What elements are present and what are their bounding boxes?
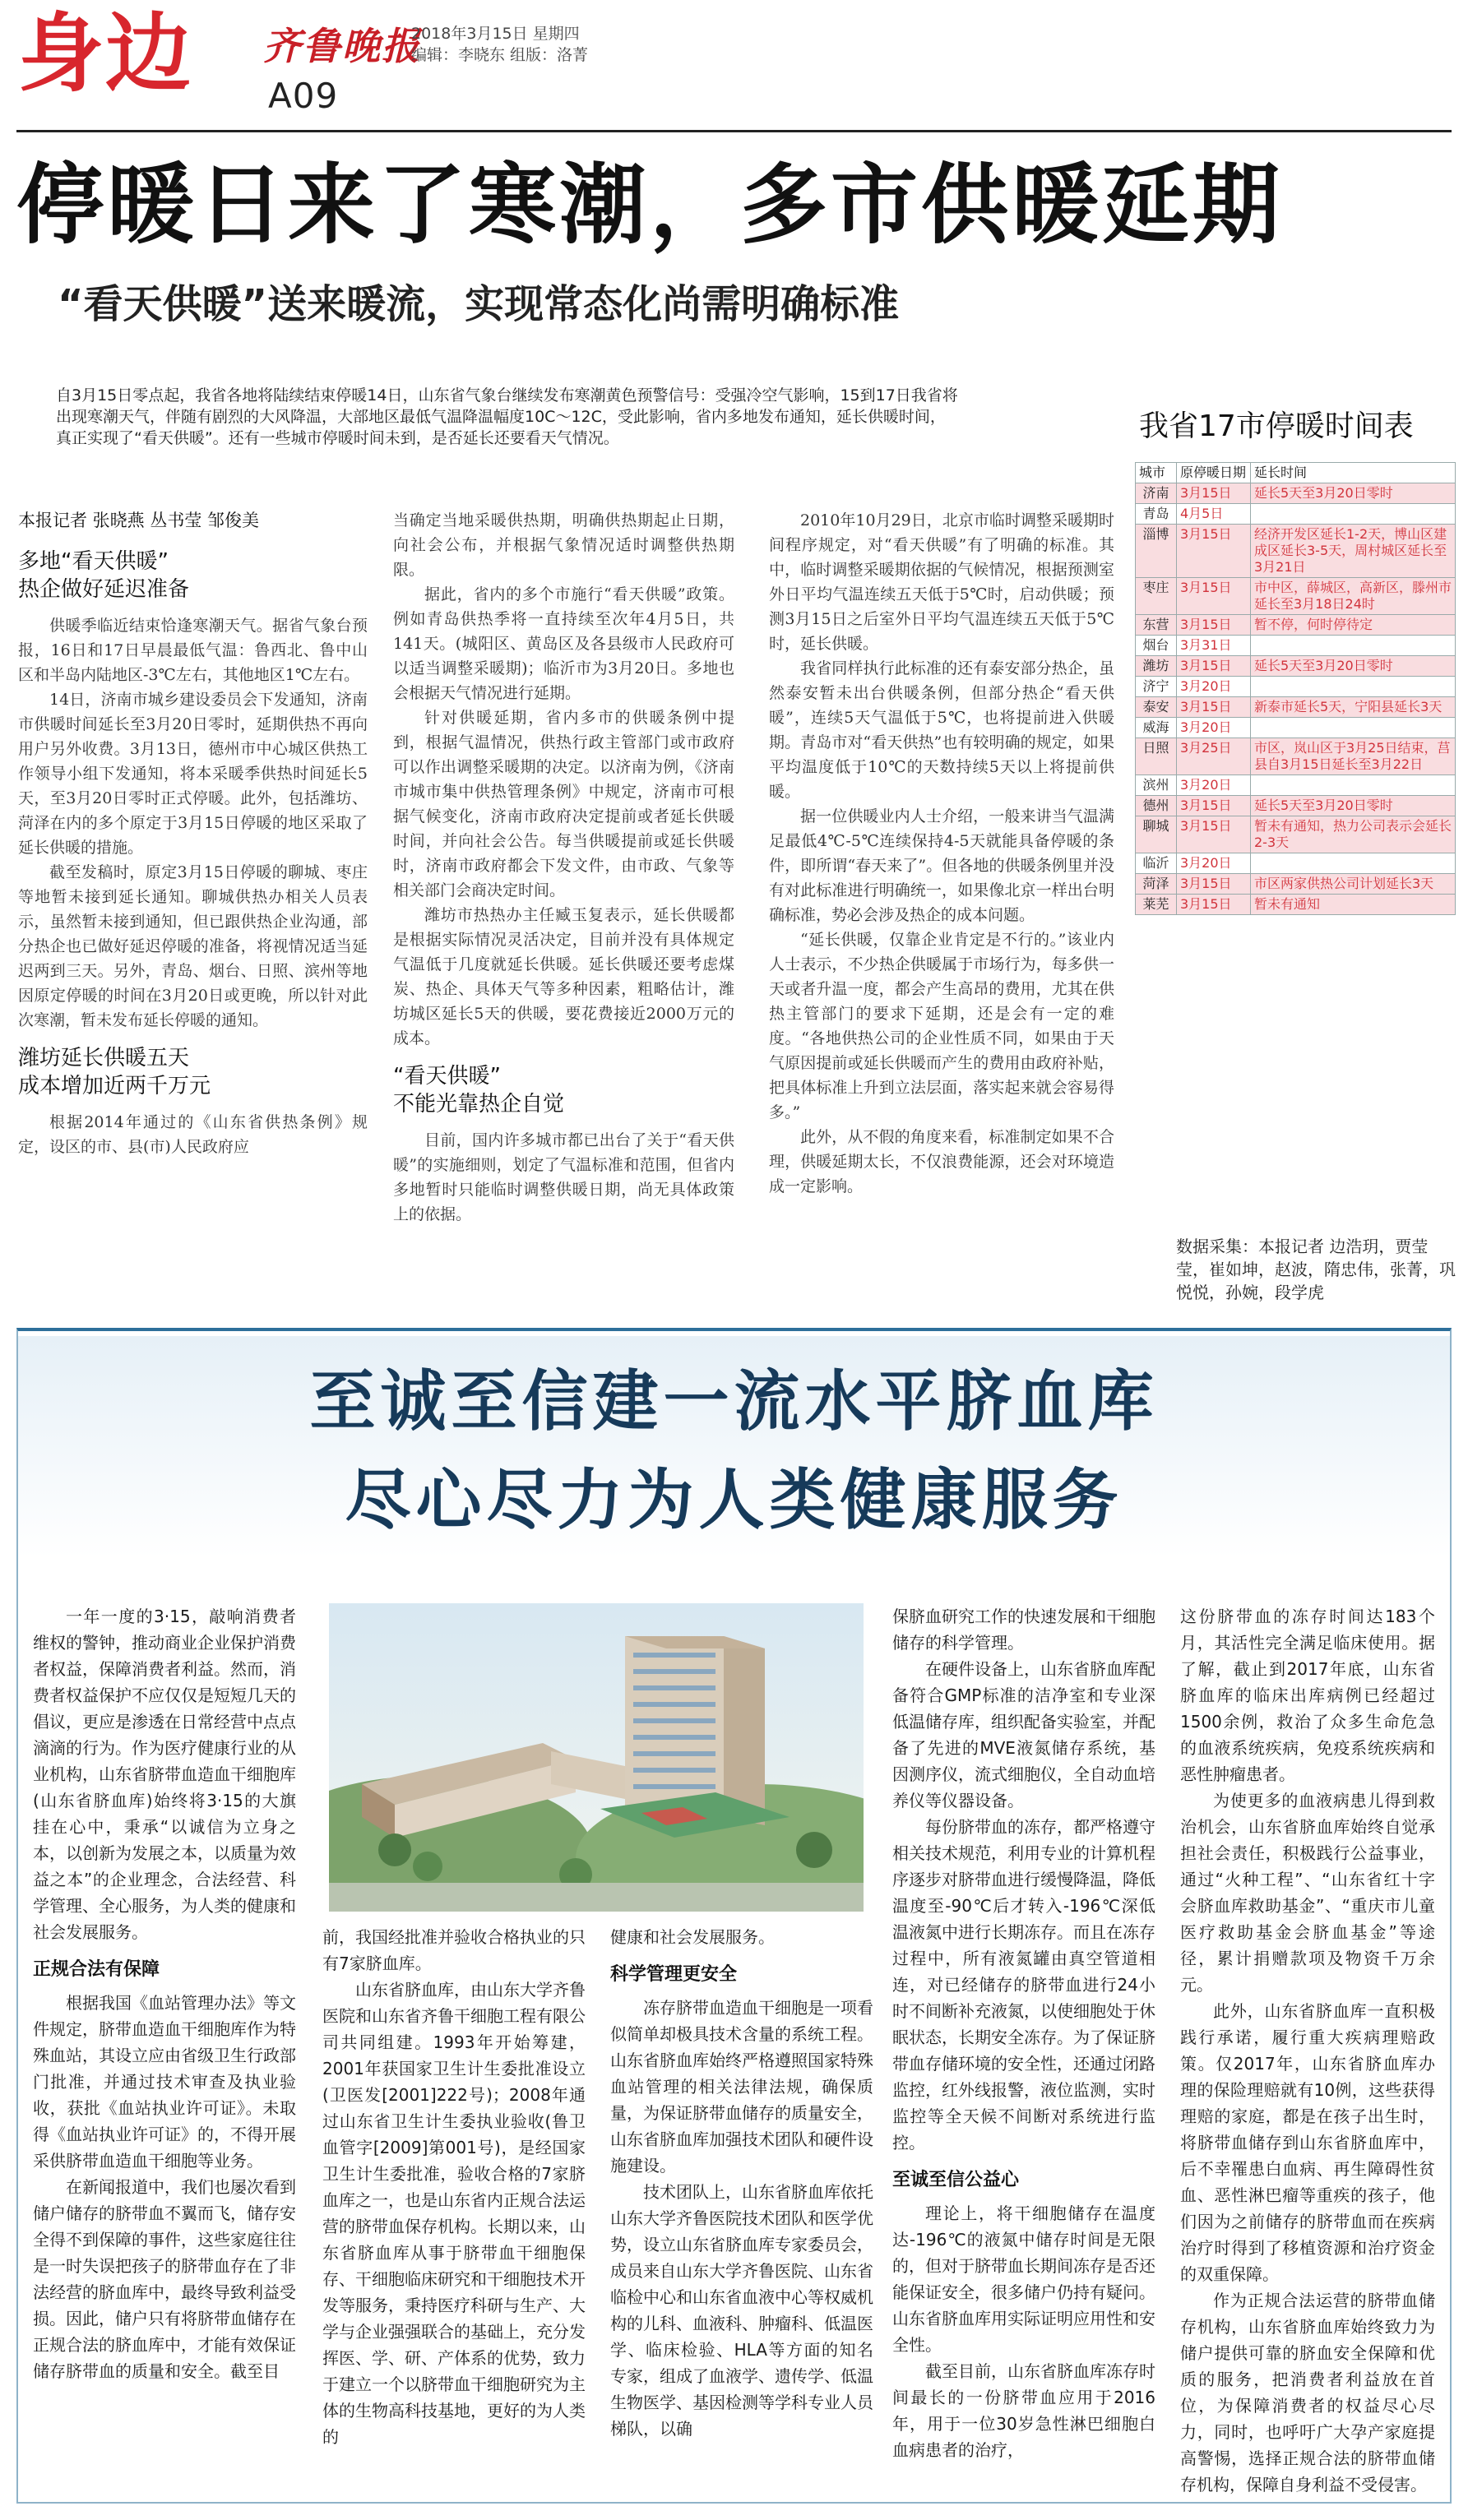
table-row (1136, 853, 1456, 874)
paragraph: 冻存脐带血造血干细胞是一项看似简单却极具技术含量的系统工程。山东省脐血库始终严格遵照国家特殊血站管理的相关法律法规，确保质量，为保证脐带血储存的质量安全，山东省脐血库加强技术团队和硬件设施建设。 (610, 1998, 873, 2176)
paragraph: 这份脐带血的冻存时间达183个月，其活性完全满足临床使用。据了解，截止到2017年底，山东省脐血库的临床出库病例已经超过1500余例，救治了众多生命危急的血液系统疾病，免疫系统疾病和恶性肿瘤患者。 (1180, 1607, 1435, 1784)
cell-date: 3月31日 (1177, 636, 1251, 656)
ad-column-1 (33, 1603, 296, 2384)
page-number: A09 (268, 76, 339, 116)
paragraph: 在硬件设备上，山东省脐血库配备符合GMP标准的洁净室和专业深低温储存库，组织配备实验室，并配备了先进的MVE液氮储存系统，基因测序仪，流式细胞仪，全自动血培养仪等仪器设备。 (892, 1659, 1155, 1810)
paragraph: 我省同样执行此标准的还有泰安部分热企，虽然泰安暂未出台供暖条例，但部分热企“看天供暖”，连续5天气温低于5℃，也将提前进入供暖期。青岛市对“看天供热”也有较明确的规定，如果平均温度低于10℃的天数持续5天以上将提前供暖。 (769, 659, 1114, 801)
header-city: 城市 (1136, 463, 1177, 483)
subheadline: “看天供暖”送来暖流，实现常态化尚需明确标准 (58, 281, 900, 327)
paragraph: 此外，从不假的角度来看，标准制定如果不合理，供暖延期太长，不仅浪费能源，还会对环境造成一定影响。 (769, 1128, 1114, 1195)
table-row (1136, 697, 1456, 718)
heading-line: 潍坊延长供暖五天 (18, 1046, 190, 1070)
cell-date: 3月25日 (1177, 738, 1251, 775)
table-row (1136, 718, 1456, 738)
cell-extension: 市中区，薛城区，高新区，滕州市延长至3月18日24时 (1251, 578, 1456, 615)
table-row (1136, 796, 1456, 816)
cell-extension (1251, 853, 1456, 874)
heading-line: 热企做好延迟准备 (18, 577, 190, 602)
paragraph: 据一位供暖业内人士介绍，一般来讲当气温满足最低4℃-5℃连续保持4-5天就能具备停暖的条件，即所谓“春天来了”。但各地的供暖条例里并没有对此标准进行明确统一，如果像北京一样出台明确标准，势必会涉及热企的成本问题。 (769, 807, 1114, 924)
cell-extension (1251, 718, 1456, 738)
ad-heading: 至诚至信公益心 (892, 2170, 1020, 2190)
cell-extension: 经济开发区延长1-2天，博山区建成区延长3-5天，周村城区延长至3月21日 (1251, 525, 1456, 578)
masthead-rule (16, 130, 1452, 132)
cell-extension (1251, 677, 1456, 697)
paragraph: 14日，济南市城乡建设委员会下发通知，济南市供暖时间延长至3月20日零时，延期供热不再向用户另外收费。3月13日，德州市中心城区供热工作领导小组下发通知，将本采暖季供热时间延长5天，至3月20日零时正式停暖。此外，包括潍坊、菏泽在内的多个原定于3月15日停暖的地区采取了延长供暖的措施。 (18, 691, 368, 857)
shutdown-schedule-table (1135, 462, 1456, 915)
cell-date: 3月15日 (1177, 874, 1251, 895)
cell-date: 3月15日 (1177, 483, 1251, 504)
paragraph: 此外，山东省脐血库一直积极践行承诺，履行重大疾病理赔政策。仅2017年，山东省脐血库办理的保险理赔就有10例，这些获得理赔的家庭，都是在孩子出生时，将脐带血储存到山东省脐血库中，后不幸罹患白血病、再生障碍性贫血、恶性淋巴瘤等重疾的孩子，他们因为之前储存的脐带血而在疾病治疗时得到了移植资源和治疗资金的双重保障。 (1180, 2001, 1435, 2284)
cell-extension: 延长5天至3月20日零时 (1251, 656, 1456, 677)
table-row (1136, 656, 1456, 677)
table-row (1136, 504, 1456, 525)
paragraph: 截至发稿时，原定3月15日停暖的聊城、枣庄等地暂未接到延长通知。聊城供热办相关人员表示，虽然暂未接到通知，但已跟供热企业沟通，部分热企也已做好延迟停暖的准备，将视情况适当延迟两到三天。另外，青岛、烟台、日照、滨州等地因原定停暖的时间在3月20日或更晚，所以针对此次寒潮，暂未发布延长停暖的通知。 (18, 863, 368, 1029)
table-row (1136, 578, 1456, 615)
cell-extension: 暂不停，何时停待定 (1251, 615, 1456, 636)
cell-extension: 暂未有通知，热力公司表示会延长2-3天 (1251, 816, 1456, 853)
paragraph: 潍坊市热热办主任臧玉复表示，延长供暖都是根据实际情况灵活决定，目前并没有具体规定气温低于几度就延长供暖。延长供暖还要考虑煤炭、热企、具体天气等多种因素，粗略估计，潍坊城区延长5天的供暖，要花费接近2000万元的成本。 (393, 906, 734, 1047)
cell-city: 济南 (1136, 483, 1177, 504)
paragraph: 每份脐带血的冻存，都严格遵守相关技术规范，利用专业的计算机程序逐步对脐带血进行缓慢降温，降低温度至-90℃后才转入-196℃深低温液氮中进行长期冻存。而且在冻存过程中，所有液氮罐由真空管道相连，对已经储存的脐带血进行24小时不间断补充液氮，以使细胞处于休眠状态，长期安全冻存。为了保证脐带血存储环境的安全性，还通过闭路监控，红外线报警，液位监测，实时监控等全天候不间断对系统进行监控。 (892, 1817, 1155, 2152)
section-title: 身边 (18, 3, 193, 104)
cell-date: 4月5日 (1177, 504, 1251, 525)
cell-city: 临沂 (1136, 853, 1177, 874)
paragraph: 山东省脐血库，由山东大学齐鲁医院和山东省齐鲁干细胞工程有限公司共同组建。1993年开始筹建，2001年获国家卫生计生委批准设立(卫医发[2001]222号)；2008年通过山东省卫生计生委执业验收(鲁卫血管字[2009]第001号)，是经国家卫生计生委批准，验收合格的7家脐血库之一，也是山东省内正规合法运营的脐带血保存机构。长期以来，山东省脐血库从事于脐带血干细胞保存、干细胞临床研究和干细胞技术开发等服务，秉持医疗科研与生产、大学与企业强强联合的基础上，充分发挥医、学、研、产体系的优势，致力于建立一个以脐带血干细胞研究为主体的生物高科技基地，更好的为人类的 (322, 1980, 586, 2447)
cell-city: 东营 (1136, 615, 1177, 636)
paragraph: 根据我国《血站管理办法》等文件规定，脐带血造血干细胞库作为特殊血站，其设立应由省级卫生行政部门批准，并通过技术审查及执业验收，获批《血站执业许可证》。未取得《血站执业许可证》的，不得开展采供脐带血造血干细胞等业务。 (33, 1993, 296, 2171)
paragraph: 据此，省内的多个市施行“看天供暖”政策。例如青岛供热季将一直持续至次年4月5日，共141天。(城阳区、黄岛区及各县级市人民政府可以适当调整采暖期)；临沂市为3月20日。多地也会根据天气情况进行延期。 (393, 585, 734, 702)
cell-city: 枣庄 (1136, 578, 1177, 615)
lead-paragraph (56, 385, 961, 449)
paragraph: 在新闻报道中，我们也屡次看到储户储存的脐带血不翼而飞，储存安全得不到保障的事件，这些家庭往往是一时失误把孩子的脐带血存在了非法经营的脐血库中，最终导致利益受损。因此，储户只有将脐带血储存在正规合法的脐血库中，才能有效保证储存脐带血的质量和安全。截至目 (33, 2177, 296, 2381)
paragraph: 健康和社会发展服务。 (610, 1927, 775, 1947)
table-header-row (1136, 463, 1456, 483)
paragraph: 技术团队上，山东省脐血库依托山东大学齐鲁医院技术团队和医学优势，设立山东省脐血库专家委员会，成员来自山东大学齐鲁医院、山东省临检中心和山东省血液中心等权威机构的儿科、血液科、肿瘤科、低温医学、临床检验、HLA等方面的知名专家，组成了血液学、遗传学、低温生物医学、基因检测等学科专业人员梯队，以确 (610, 2182, 873, 2439)
byline: 本报记者 张晓燕 丛书莹 邹俊美 (18, 511, 260, 530)
data-credits: 数据采集：本报记者 边浩玥，贾莹莹，崔如坤，赵波，隋忠伟，张菁，巩悦悦，孙婉，段学虎 (1176, 1237, 1456, 1302)
cell-city: 淄博 (1136, 525, 1177, 578)
ad-column-3 (610, 1924, 873, 2442)
editor-line: 编辑：李晓东 组版：洛菁 (411, 46, 589, 64)
heading-line: 成本增加近两千万元 (18, 1074, 211, 1098)
cell-date: 3月15日 (1177, 578, 1251, 615)
table-row (1136, 816, 1456, 853)
paragraph: 针对供暖延期，省内多市的供暖条例中提到，根据气温情况，供热行政主管部门或市政府可以作出调整采暖期的决定。以济南为例，《济南市城市集中供热管理条例》中规定，济南市可根据气候变化，济南市政府决定提前或者延长供暖时间，并向社会公告。每当供暖提前或延长供暖时，济南市政府都会下发文件，由市政、气象等相关部门会商决定时间。 (393, 709, 734, 899)
cell-extension: 市区两家供热公司计划延长3天 (1251, 874, 1456, 895)
table-row (1136, 874, 1456, 895)
table-row (1136, 895, 1456, 915)
paragraph: 理论上，将干细胞储存在温度达-196℃的液氮中储存时间是无限的，但对于脐带血长期间冻存是否还能保证安全，很多储户仍持有疑问。山东省脐血库用实际证明应用性和安全性。 (892, 2203, 1155, 2355)
cell-city: 日照 (1136, 738, 1177, 775)
paragraph: 作为正规合法运营的脐带血储存机构，山东省脐血库始终致力为储户提供可靠的脐血安全保障和优质的服务，把消费者利益放在首位，为保障消费者的权益尽心尽力，同时，也呼吁广大孕产家庭提高警惕，选择正规合法的脐带血储存机构，保障自身利益不受侵害。 (1180, 2291, 1435, 2495)
ad-column-4 (892, 1603, 1155, 2463)
cell-city: 潍坊 (1136, 656, 1177, 677)
paragraph: 截至目前，山东省脐血库冻存时间最长的一份脐带血应用于2016年，用于一位30岁急性淋巴细胞白血病患者的治疗， (892, 2361, 1155, 2460)
lead-text: 自3月15日零点起，我省各地将陆续结束停暖14日，山东省气象台继续发布寒潮黄色预警信号：受强冷空气影响，15到17日我省将出现寒潮天气，伴随有剧烈的大风降温，大部地区最低气温降温幅度10C～12C，受此影响，省内多地发布通知，延长供暖时间，真正实现了“看天供暖”。还有一些城市停暖时间未到，是否延长还要看天气情况。 (56, 386, 958, 447)
cell-city: 济宁 (1136, 677, 1177, 697)
paragraph: 前，我国经批准并验收合格执业的只有7家脐血库。 (322, 1927, 586, 1973)
paragraph: 一年一度的3·15，敲响消费者维权的警钟，推动商业企业保护消费者权益，保障消费者利益。然而，消费者权益保护不应仅仅是短短几天的倡议，更应是渗透在日常经营中点点滴滴的行为。作为医疗健康行业的从业机构，山东省脐带血造血干细胞库(山东省脐血库)始终将3·15的大旗挂在心中，秉承“以诚信为立身之本，以创新为发展之本，以质量为效益之本”的企业理念，合法经营、科学管理、全心服务，为人类的健康和社会发展服务。 (33, 1607, 296, 1942)
cell-date: 3月15日 (1177, 615, 1251, 636)
header-extension: 延长时间 (1251, 463, 1456, 483)
cell-date: 3月20日 (1177, 718, 1251, 738)
article-column-2 (393, 508, 734, 1227)
paragraph: 根据2014年通过的《山东省供热条例》规定，设区的市、县(市)人民政府应 (18, 1113, 368, 1156)
cell-date: 3月15日 (1177, 816, 1251, 853)
table-row (1136, 677, 1456, 697)
paragraph: 保脐血研究工作的快速发展和干细胞储存的科学管理。 (892, 1607, 1155, 1653)
table-title: 我省17市停暖时间表 (1139, 409, 1414, 443)
cell-date: 3月20日 (1177, 677, 1251, 697)
cell-city: 烟台 (1136, 636, 1177, 656)
table-row (1136, 738, 1456, 775)
ad-heading: 正规合法有保障 (33, 1959, 160, 1980)
paragraph: 为使更多的血液病患儿得到救治机会，山东省脐血库始终自觉承担社会责任，积极践行公益事业，通过“火种工程”、“山东省红十字会脐血库救助基金”、“重庆市儿童医疗救助基金会脐血基金”等途径，累计捐赠款项及物资千万余元。 (1180, 1791, 1435, 1995)
hospital-building-photo (329, 1603, 864, 1912)
cell-city: 青岛 (1136, 504, 1177, 525)
paragraph: 供暖季临近结束恰逢寒潮天气。据省气象台预报，16日和17日早晨最低气温：鲁西北、鲁中山区和半岛内陆地区-3℃左右，其他地区1℃左右。 (18, 617, 368, 684)
advertorial-title-2: 尽心尽力为人类健康服务 (345, 1462, 1123, 1538)
cell-date: 3月20日 (1177, 775, 1251, 796)
cell-extension: 延长5天至3月20日零时 (1251, 483, 1456, 504)
cell-city: 菏泽 (1136, 874, 1177, 895)
cell-extension (1251, 504, 1456, 525)
cell-date: 3月15日 (1177, 796, 1251, 816)
cell-extension (1251, 636, 1456, 656)
newspaper-logo: 齐鲁晚报 (263, 24, 421, 68)
cell-city: 德州 (1136, 796, 1177, 816)
cell-city: 泰安 (1136, 697, 1177, 718)
ad-column-5 (1180, 1603, 1435, 2498)
paragraph: 目前，国内许多城市都已出台了关于“看天供暖”的实施细则，划定了气温标准和范围，但省内多地暂时只能临时调整供暖日期，尚无具体政策上的依据。 (393, 1131, 734, 1223)
ad-heading: 科学管理更安全 (610, 1964, 738, 1985)
article-column-3 (769, 508, 1114, 1199)
table-row (1136, 775, 1456, 796)
ad-column-2 (322, 1924, 586, 2450)
heading-line: “看天供暖” (393, 1064, 501, 1089)
cell-extension: 延长5天至3月20日零时 (1251, 796, 1456, 816)
table-row (1136, 615, 1456, 636)
section-heading-3 (393, 1062, 734, 1118)
cell-date: 3月15日 (1177, 525, 1251, 578)
section-heading-2 (18, 1044, 368, 1100)
paragraph: 当确定当地采暖供热期，明确供热期起止日期，向社会公布，并根据气象情况适时调整供热期限。 (393, 511, 734, 579)
cell-city: 威海 (1136, 718, 1177, 738)
table-row (1136, 525, 1456, 578)
cell-date: 3月20日 (1177, 853, 1251, 874)
paragraph: 2010年10月29日，北京市临时调整采暖期时间程序规定，对“看天供暖”有了明确的标准。其中，临时调整采暖期依据的气候情况，根据预测室外日平均气温连续五天低于5℃时，启动供暖；预测3月15日之后室外日平均气温连续五天低于5℃时，延长供暖。 (769, 511, 1114, 653)
header-date: 原停暖日期 (1177, 463, 1251, 483)
section-heading-1 (18, 548, 368, 603)
table-row (1136, 483, 1456, 504)
cell-date: 3月15日 (1177, 697, 1251, 718)
cell-date: 3月15日 (1177, 895, 1251, 915)
heading-line: 多地“看天供暖” (18, 549, 169, 574)
date-line: 2018年3月15日 星期四 (411, 25, 580, 43)
date-editor-block (411, 23, 588, 66)
table-row (1136, 636, 1456, 656)
cell-extension: 暂未有通知 (1251, 895, 1456, 915)
paragraph: “延长供暖，仅靠企业肯定是不行的。”该业内人士表示，不少热企供暖属于市场行为，每多供一天或者升温一度，都会产生高昂的费用，尤其在供热主管部门的要求下延期，还是会有一定的难度。“各地供热公司的企业性质不同，如果由于天气原因提前或延长供暖而产生的费用由政府补贴，把具体标准上升到立法层面，落实起来就会容易得多。” (769, 931, 1114, 1121)
cell-city: 滨州 (1136, 775, 1177, 796)
heading-line: 不能光靠热企自觉 (393, 1092, 565, 1117)
cell-city: 聊城 (1136, 816, 1177, 853)
headline: 停暖日来了寒潮，多市供暖延期 (16, 155, 1283, 256)
cell-extension: 新泰市延长5天，宁阳县延长3天 (1251, 697, 1456, 718)
cell-extension: 市区，岚山区于3月25日结束，莒县自3月15日延长至3月22日 (1251, 738, 1456, 775)
article-column-1 (18, 508, 368, 1159)
cell-extension (1251, 775, 1456, 796)
cell-date: 3月15日 (1177, 656, 1251, 677)
advertorial-title-1: 至诚至信建一流水平脐血库 (309, 1363, 1159, 1440)
cell-city: 莱芜 (1136, 895, 1177, 915)
